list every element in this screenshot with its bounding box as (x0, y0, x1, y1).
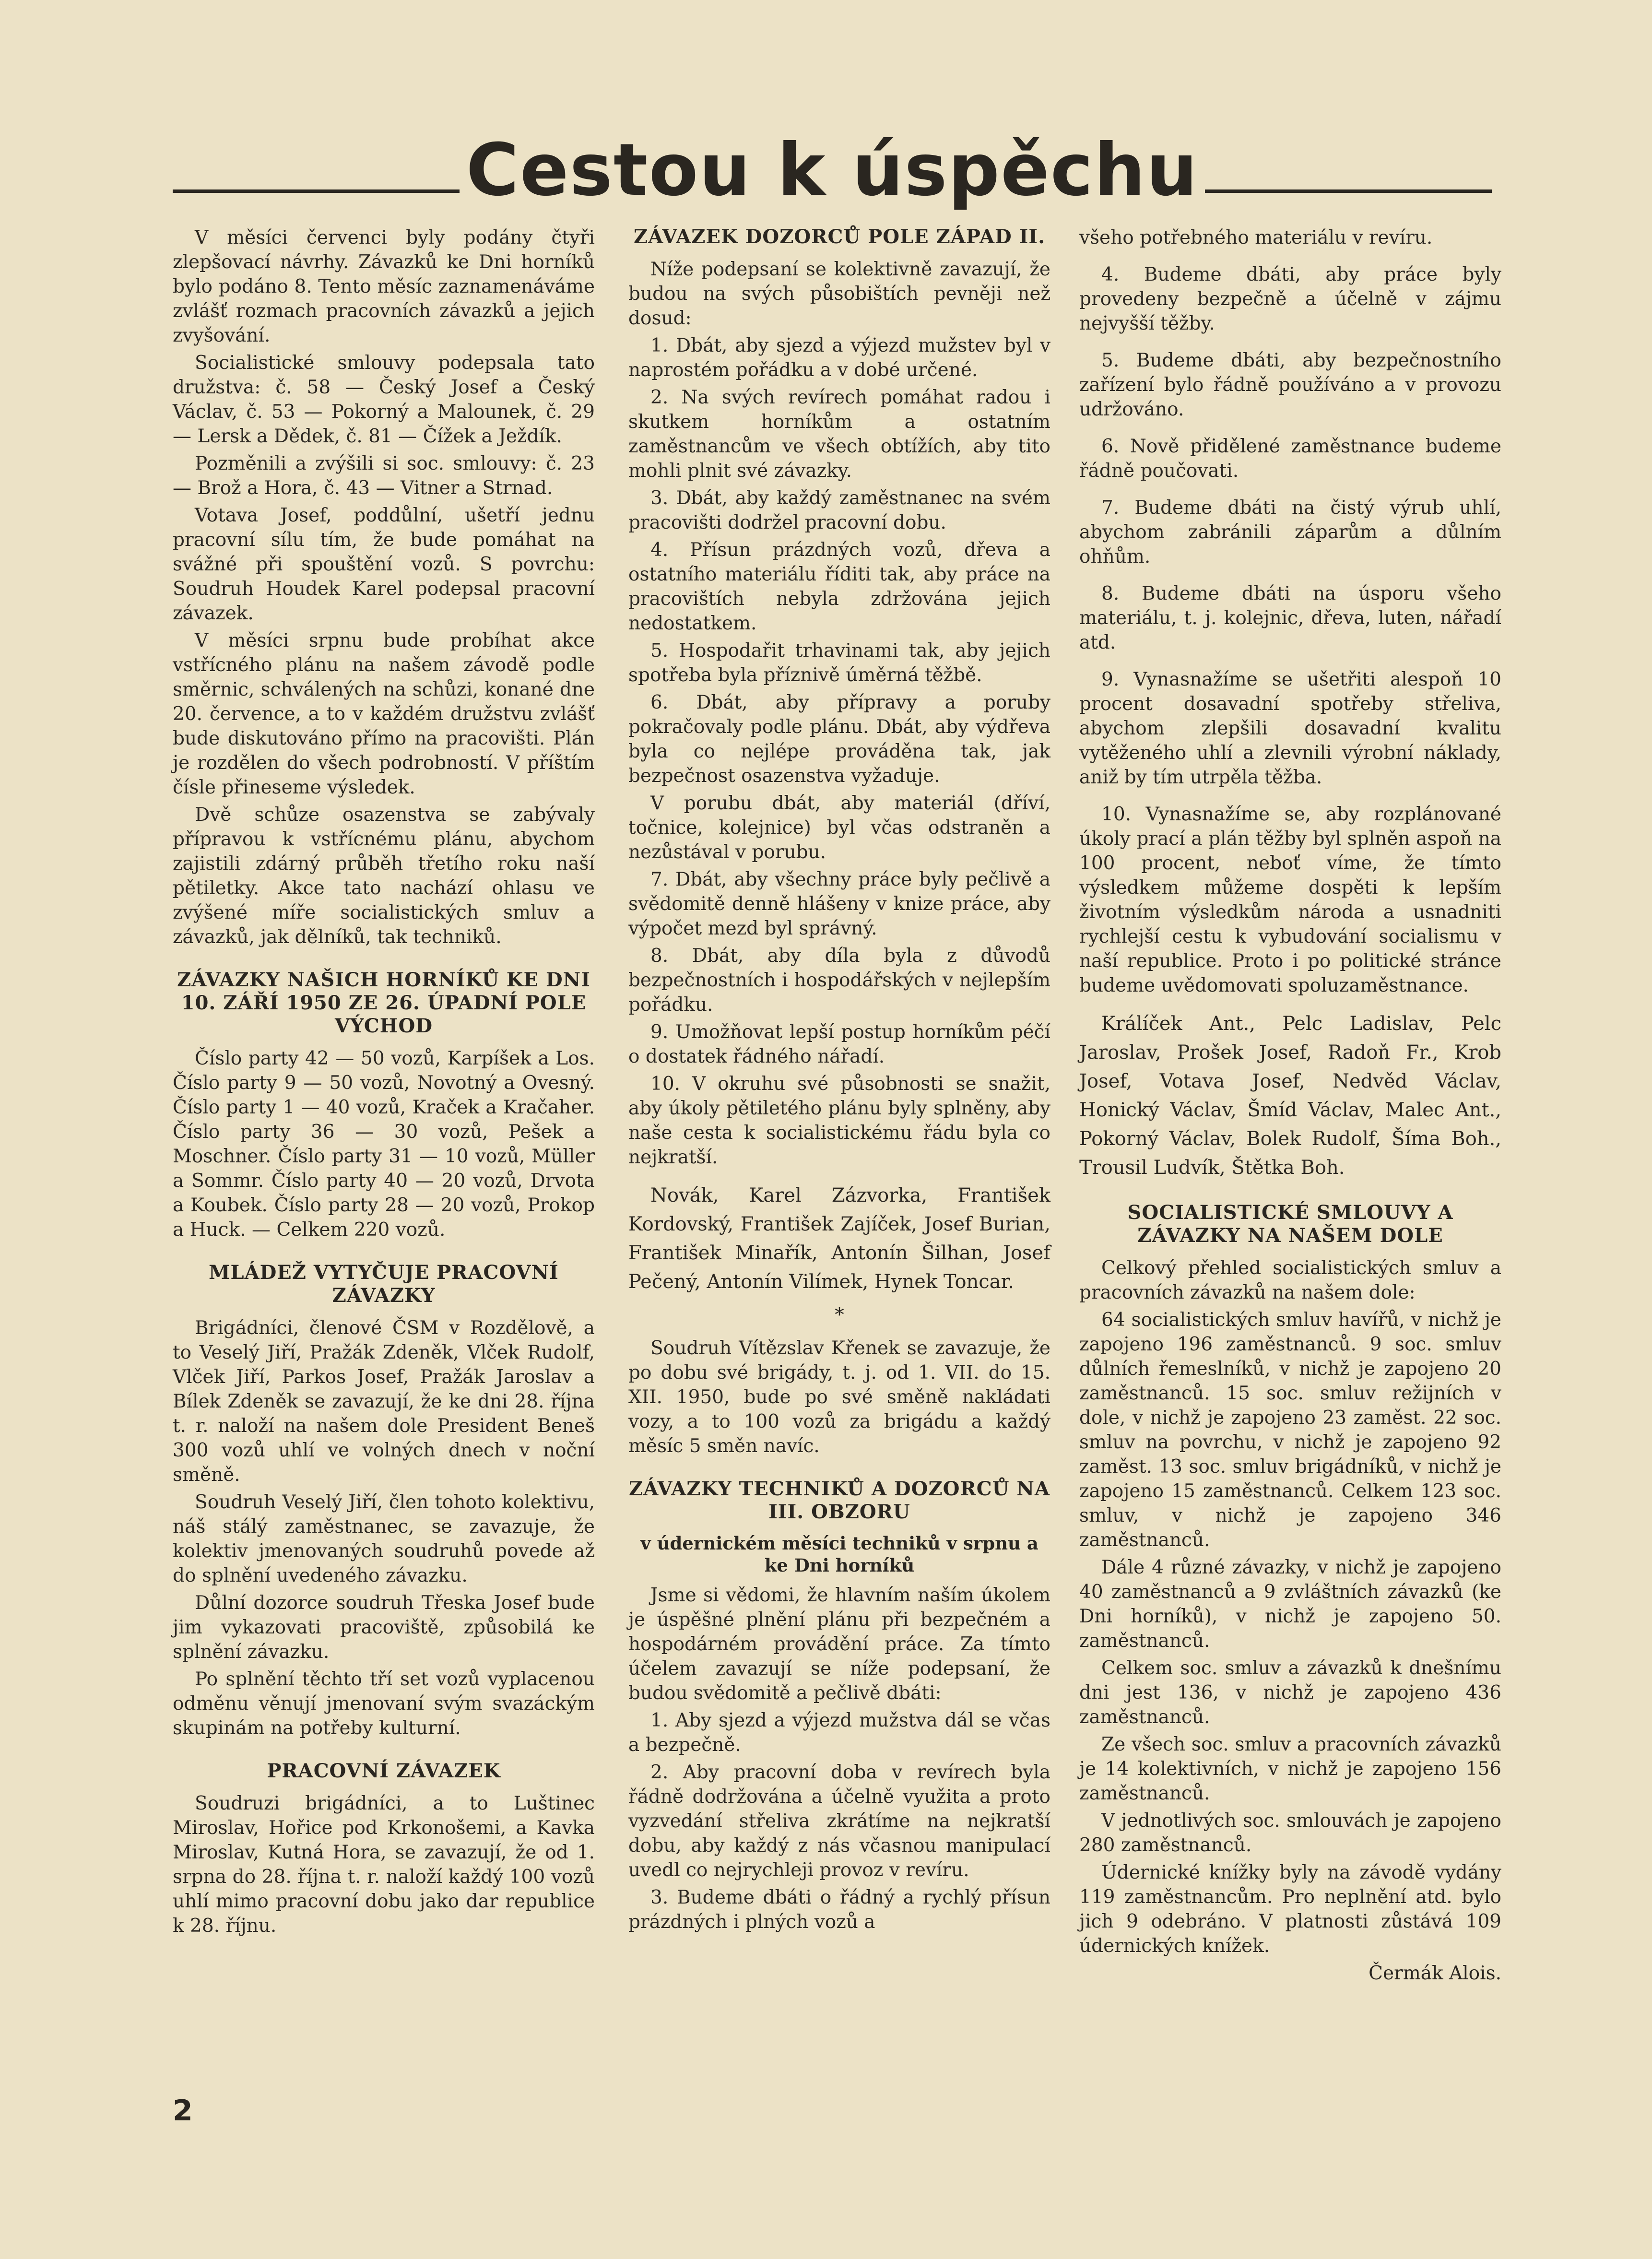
section-heading: ZÁVAZKY NAŠICH HORNÍKŮ KE DNI 10. ZÁŘÍ 1950 ZE 26. ÚPADNÍ POLE VÝCHOD (177, 969, 590, 1037)
page-number: 2 (173, 2094, 193, 2128)
paragraph: Soudruzi brigádníci, a to Luštinec Miroslav, Hořice pod Krkonošemi, a Kavka Miroslav, Kutná Hora, se zavazují, že od 1. srpna do 28. října t. r. naloží každý 100 vozů uhlí mimo pracovní dobu jako dar republice k 28. říjnu. (173, 1793, 595, 1937)
paragraph: V měsíci červenci byly podány čtyři zlepšovací návrhy. Závazků ke Dni horníků bylo podáno 8. Tento měsíc zaznamenáváme zvlášť rozmach pracovních závazků a jejich zvyšování. (173, 227, 595, 346)
section-heading: PRACOVNÍ ZÁVAZEK (267, 1760, 501, 1782)
signatories: Králíček Ant., Pelc Ladislav, Pelc Jaroslav, Prošek Josef, Radoň Fr., Krob Josef, Votava Josef, Nedvěd Václav, Honický Václav, Šmíd Václav, Malec Ant., Pokorný Václav, Bolek Rudolf, Šíma Boh., Trousil Ludvík, Štětka Boh. (1079, 1013, 1501, 1179)
list-item: 4. Budeme dbáti, aby práce byly provedeny bezpečně a účelně v zájmu nejvyšší těžby. (1079, 264, 1501, 334)
paragraph: Po splnění těchto tří set vozů vyplacenou odměnu věnují jmenovaní svým svazáckým skupinám na potřeby kulturní. (173, 1668, 595, 1739)
signatories: Novák, Karel Zázvorka, František Kordovský, František Zajíček, Josef Burian, František Minařík, Antonín Šilhan, Josef Pečený, Antonín Vilímek, Hynek Toncar. (628, 1184, 1050, 1293)
section-separator: * (835, 1304, 844, 1326)
paragraph: Celkový přehled socialistických smluv a pracovních závazků na našem dole: (1079, 1257, 1501, 1303)
list-item: 1. Dbát, aby sjezd a výjezd mužstev byl v naprostém pořádku a v dobé určené. (628, 335, 1050, 381)
list-item: 1. Aby sjezd a výjezd mužstva dál se včas a bezpečně. (628, 1710, 1050, 1756)
list-item: 8. Dbát, aby díla byla z důvodů bezpečnostních i hospodářských v nejlepším pořádku. (628, 945, 1050, 1016)
section-heading: MLÁDEŽ VYTYČUJE PRACOVNÍ ZÁVAZKY (209, 1261, 559, 1307)
list-item: 7. Budeme dbáti na čistý výrub uhlí, abychom zabránili záparům a důlním ohňům. (1079, 497, 1501, 568)
paragraph: Číslo party 42 — 50 vozů, Karpíšek a Los. Číslo party 9 — 50 vozů, Novotný a Ovesný. Číslo party 1 — 40 vozů, Kraček a Kračaher. Číslo party 36 — 30 vozů, Pešek a Moschner. Číslo party 31 — 10 vozů, Müller a Sommr. Číslo party 40 — 20 vozů, Drvota a Koubek. Číslo party 28 — 20 vozů, Prokop a Huck. — Celkem 220 vozů. (173, 1048, 595, 1241)
list-item: 3. Dbát, aby každý zaměstnanec na svém pracovišti dodržel pracovní dobu. (628, 487, 1050, 533)
signature: Čermák Alois. (1369, 1963, 1501, 1984)
section-heading: SOCIALISTICKÉ SMLOUVY A ZÁVAZKY NA NAŠEM DOLE (1127, 1201, 1453, 1247)
column-1 (173, 225, 595, 1941)
title-rule-right (1205, 189, 1492, 193)
list-item: 6. Dbát, aby přípravy a poruby pokračovaly podle plánu. Dbát, aby výdřeva byla co nejlépe prováděna tak, jak bezpečnost osazenstva vyžaduje. (628, 692, 1050, 787)
paragraph: Socialistické smlouvy podepsala tato družstva: č. 58 — Český Josef a Český Václav, č. 53 — Pokorný a Malounek, č. 29 — Lersk a Dědek, č. 81 — Čížek a Ježdík. (173, 352, 595, 447)
page-title: Cestou k úspěchu (466, 129, 1199, 212)
paragraph: V měsíci srpnu bude probíhat akce vstřícného plánu na našem závodě podle směrnic, schválených na schůzi, konané dne 20. července, a to v každém družstvu zvlášť bude diskutováno přímo na pracovišti. Plán je rozdělen do všech podrobností. V příštím čísle přineseme výsledek. (173, 630, 595, 798)
paragraph: Důlní dozorce soudruh Třeska Josef bude jim vykazovati pracoviště, způsobilá ke splnění závazku. (173, 1592, 595, 1663)
list-item: 9. Vynasnažíme se ušetřiti alespoň 10 procent dosavadní spotřeby střeliva, abychom zlepšili dosavadní kvalitu vytěženého uhlí a zlevnili výrobní náklady, aniž by tím utrpěla těžba. (1079, 669, 1501, 788)
paragraph: Dále 4 různé závazky, v nichž je zapojeno 40 zaměstnanců a 9 zvláštních závazků (ke Dni horníků), v nichž je zapojeno 50. zaměstnanců. (1079, 1557, 1501, 1652)
list-item: 5. Budeme dbáti, aby bezpečnostního zařízení bylo řádně používáno a v provozu udržováno. (1079, 350, 1501, 420)
list-item: 2. Aby pracovní doba v revírech byla řádně dodržována a účelně využita a proto vyzvedání střeliva zkrátíme na nejkratší dobu, aby každý z nás včasnou manipulací uvedl co nejrychleji provoz v revíru. (628, 1762, 1050, 1881)
list-item: 6. Nově přidělené zaměstnance budeme řádně poučovati. (1079, 436, 1501, 482)
list-item: V porubu dbát, aby materiál (dříví, točnice, kolejnice) byl včas odstraněn a nezůstával v porubu. (628, 792, 1050, 863)
paragraph: Údernické knížky byly na závodě vydány 119 zaměstnancům. Pro neplnění atd. bylo jich 9 odebráno. V platnosti zůstává 109 údernických knížek. (1079, 1862, 1501, 1957)
paragraph: 64 socialistických smluv havířů, v nichž je zapojeno 196 zaměstnanců. 9 soc. smluv důlních řemeslníků, v nichž je zapojeno 20 zaměstnanců. 15 soc. smluv režijních v dole, v nichž je zapojeno 23 zaměst. 22 soc. smluv na povrchu, v nichž je zapojeno 92 zaměst. 13 soc. smluv brigádníků, v nichž je zapojeno 15 zaměstnanců. Celkem 123 soc. smluv, v nichž je zapojeno 346 zaměstnanců. (1079, 1309, 1501, 1551)
column-3 (1079, 225, 1501, 1986)
list-item: 2. Na svých revírech pomáhat radou i skutkem horníkům a ostatním zaměstnancům ve všech obtížích, aby tito mohli plnit své závazky. (628, 387, 1050, 482)
paragraph: Brigádníci, členové ČSM v Rozdělově, a to Veselý Jiří, Pražák Zdeněk, Vlček Rudolf, Vlček Jiří, Parkos Josef, Pražák Jaroslav a Bílek Zdeněk se zavazují, že ke dni 28. října t. r. naloží na našem dole President Beneš 300 vozů uhlí ve volných dnech v noční směně. (173, 1317, 595, 1486)
paragraph: Dvě schůze osazenstva se zabývaly přípravou k vstřícnému plánu, abychom zajistili zdárný průběh třetího roku naší pětiletky. Akce tato nachází ohlasu ve zvýšené míře socialistických smluv a závazků, jak dělníků, tak techniků. (173, 804, 595, 948)
section-heading: ZÁVAZEK DOZORCŮ POLE ZÁPAD II. (634, 225, 1045, 248)
paragraph: Níže podepsaní se kolektivně zavazují, že budou na svých působištích pevněji než dosud: (628, 259, 1050, 329)
section-subheading: v údernickém měsíci techniků v srpnu a ke Dni horníků (640, 1533, 1038, 1576)
paragraph: Ze všech soc. smluv a pracovních závazků je 14 kolektivních, v nichž je zapojeno 156 zaměstnanců. (1079, 1734, 1501, 1804)
list-item: 5. Hospodařit trhavinami tak, aby jejich spotřeba byla příznivě úměrná těžbě. (628, 640, 1050, 686)
list-item: 9. Umožňovat lepší postup horníkům péčí o dostatek řádného nářadí. (628, 1021, 1050, 1067)
paragraph: Votava Josef, poddůlní, ušetří jednu pracovní sílu tím, že bude pomáhat na svážné při spouštění vozů. S povrchu: Soudruh Houdek Karel podepsal pracovní závazek. (173, 505, 595, 624)
list-item: 10. V okruhu své působnosti se snažit, aby úkoly pětiletého plánu byly splněny, aby naše cesta k socialistickému řádu byla co nejkratší. (628, 1073, 1050, 1168)
paragraph: Celkem soc. smluv a závazků k dnešnímu dni jest 136, v nichž je zapojeno 436 zaměstnanců. (1079, 1657, 1501, 1728)
list-item: 3. Budeme dbáti o řádný a rychlý přísun prázdných i plných vozů a (628, 1887, 1050, 1933)
list-item: 4. Přísun prázdných vozů, dřeva a ostatního materiálu říditi tak, aby práce na pracovištích nebyla zdržována jejich nedostatkem. (628, 539, 1050, 634)
column-2 (628, 225, 1050, 1937)
list-item: 8. Budeme dbáti na úsporu všeho materiálu, t. j. kolejnic, dřeva, luten, nářadí atd. (1079, 583, 1501, 653)
paragraph: Jsme si vědomi, že hlavním naším úkolem je úspěšné plnění plánu při bezpečném a hospodárném provádění práce. Za tímto účelem zavazují se níže podepsaní, že budou svědomitě a pečlivě dbáti: (628, 1585, 1050, 1704)
paragraph: všeho potřebného materiálu v revíru. (1079, 227, 1433, 248)
title-row (173, 120, 1492, 212)
paragraph: Soudruh Veselý Jiří, člen tohoto kolektivu, náš stálý zaměstnanec, se zavazuje, že kolektiv jmenovaných soudruhů povede až do splnění uvedeného závazku. (173, 1491, 595, 1586)
list-item: 7. Dbát, aby všechny práce byly pečlivě a svědomitě denně hlášeny v knize práce, aby výpočet mezd byl správný. (628, 869, 1050, 939)
paragraph: V jednotlivých soc. smlouvách je zapojeno 280 zaměstnanců. (1079, 1810, 1501, 1856)
list-item: 10. Vynasnažíme se, aby rozplánované úkoly prací a plán těžby byl splněn aspoň na 100 procent, neboť víme, že tímto výsledkem můžeme dospěti k lepším životním výsledkům národa a usnadniti rychlejší cestu k vybudování socialismu v naší republice. Proto i po politické stránce budeme uvědomovati spoluzaměstnance. (1079, 804, 1501, 996)
title-rule-left (173, 189, 460, 193)
paragraph: Soudruh Vítězslav Křenek se zavazuje, že po dobu své brigády, t. j. od 1. VII. do 15. XII. 1950, bude po své směně nakládati vozy, a to 100 vozů za brigádu a každý měsíc 5 směn navíc. (628, 1337, 1050, 1457)
section-heading: ZÁVAZKY TECHNIKŮ A DOZORCŮ NA III. OBZORU (629, 1478, 1050, 1523)
paragraph: Pozměnili a zvýšili si soc. smlouvy: č. 23 — Brož a Hora, č. 43 — Vitner a Strnad. (173, 453, 595, 499)
